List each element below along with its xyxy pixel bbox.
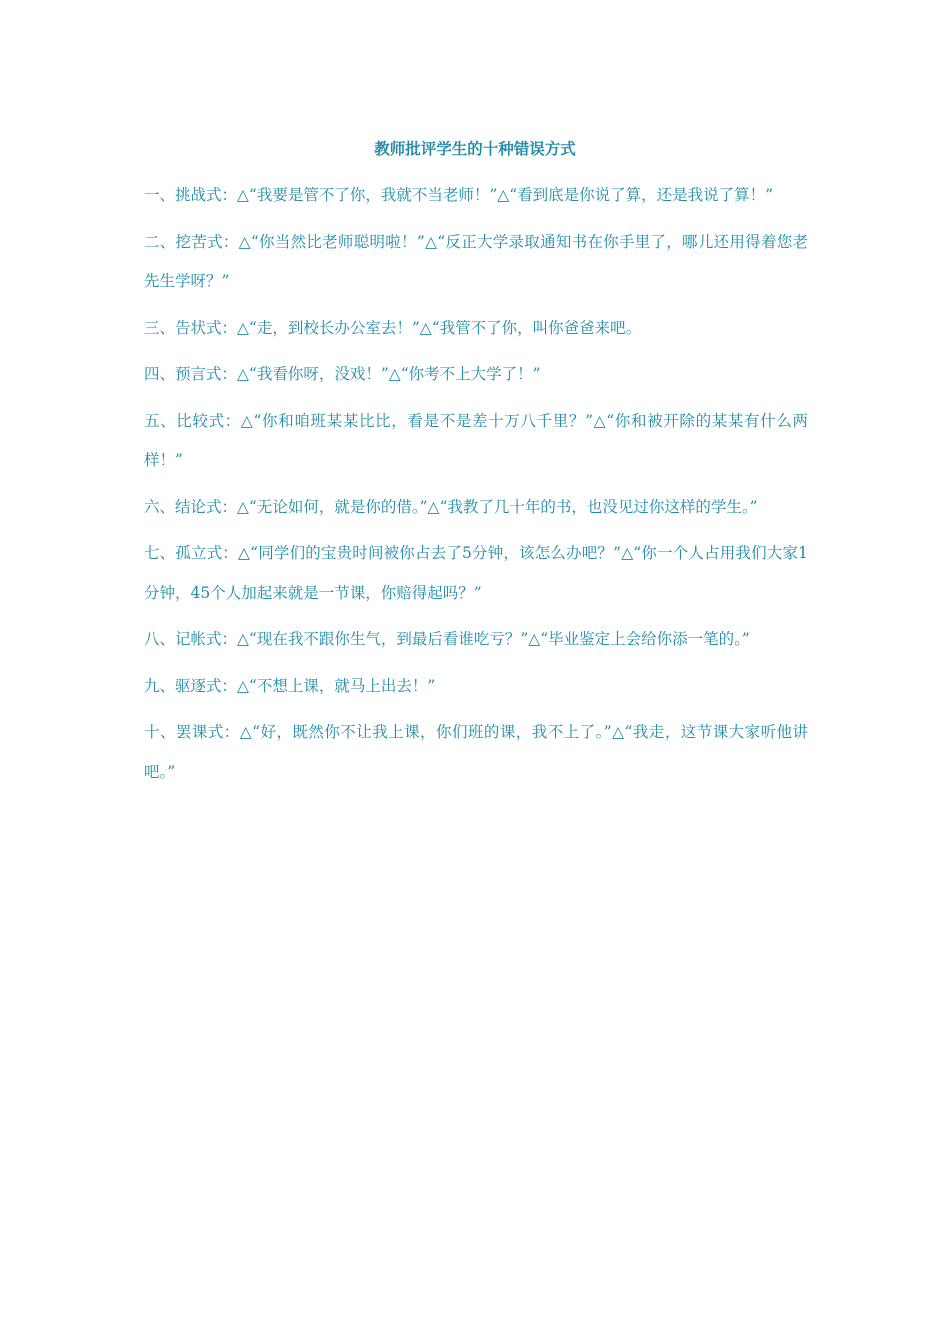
list-item: 九、驱逐式：△“不想上课，就马上出去！”	[144, 676, 436, 695]
list-item: 一、挑战式：△“我要是管不了你，我就不当老师！”△“看到底是你说了算，还是我说了算！”	[144, 186, 774, 204]
document-title: 教师批评学生的十种错误方式	[374, 140, 576, 158]
list-item: 三、告状式：△“走，到校长办公室去！”△“我管不了你，叫你爸爸来吧。	[144, 318, 642, 337]
list-item: 十、罢课式：△“好，既然你不让我上课，你们班的课，我不上了。”△“我走，这节课大家听他讲吧。”	[144, 723, 808, 781]
list-item: 八、记帐式：△“现在我不跟你生气，到最后看谁吃亏？”△“毕业鉴定上会给你添一笔的。”	[144, 630, 750, 648]
list-item: 五、比较式：△“你和咱班某某比比，看是不是差十万八千里？”△“你和被开除的某某有什么两样！”	[144, 411, 808, 469]
list-item: 六、结论式：△“无论如何，就是你的借。”△“我教了几十年的书，也没见过你这样的学生。”	[144, 497, 758, 516]
list-item: 七、孤立式：△“同学们的宝贵时间被你占去了5分钟，该怎么办吧？”△“你一个人占用我们大家1分钟，45个人加起来就是一节课，你赔得起吗？”	[144, 544, 808, 602]
document-body	[144, 176, 808, 799]
list-item: 四、预言式：△“我看你呀，没戏！”△“你考不上大学了！”	[144, 365, 541, 383]
list-item: 二、挖苦式：△“你当然比老师聪明啦！”△“反正大学录取通知书在你手里了，哪儿还用得着您老先生学呀？”	[144, 232, 808, 290]
